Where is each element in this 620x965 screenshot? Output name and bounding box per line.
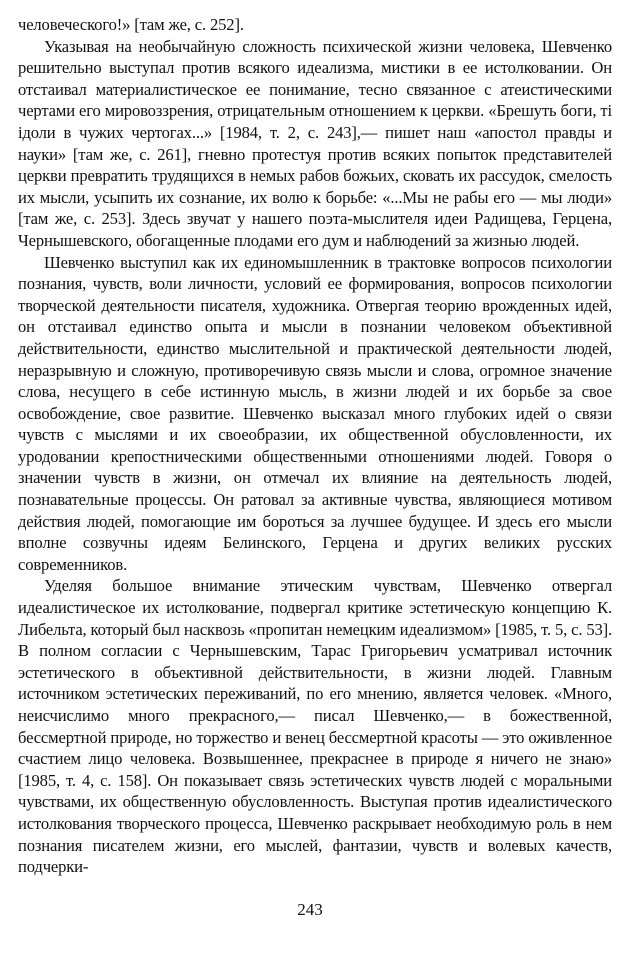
paragraph: Указывая на необычайную сложность психической жизни человека, Шевченко решительно выступал против всякого идеализма, мистики в ее истолковании. Он отстаивал материалистическое ее понимание, тесно связанное с атеистическими чертами его мировоззрения, отрицательным отношением к церкви. «Брешуть боги, ті ідоли в чужих чертогах...» [1984, т. 2, с. 243],— пишет наш «апостол правды и науки» [там же, с. 261], гневно протестуя против всяких попыток представителей церкви превратить трудящихся в немых рабов божьих, сковать их рассудок, смелость их мысли, усыпить их сознание, их волю к борьбе: «...Мы не рабы его — мы люди» [там же, с. 253]. Здесь звучат у нашего поэта-мыслителя идеи Радищева, Герцена, Чернышевского, обогащенные плодами его дум и наблюдений за жизнью людей. — [18, 36, 612, 250]
paragraph: Уделяя большое внимание этическим чувствам, Шевченко отвергал идеалистическое их истолкование, подвергал критике эстетическую концепцию К. Либельта, который был насквозь «пропитан немецким идеализмом» [1985, т. 5, с. 53]. В полном согласии с Чернышевским, Тарас Григорьевич усматривал источник эстетического в объективной действительности, в жизни людей. Главным источником эстетических переживаний, по его мнению, является человек. «Много, неисчислимо много прекрасного,— писал Шевченко,— в божественной, бессмертной природе, но торжество и венец бессмертной красоты — это оживленное счастием лицо человека. Возвышеннее, прекраснее в природе я ничего не знаю» [1985, т. 4, с. 158]. Он показывает связь эстетических чувств людей с моральными чувствами, их общественную обусловленность. Выступая против идеалистического истолкования творческого процесса, Шевченко раскрывает необходимую роль в нем познания писателем жизни, его мыслей, фантазии, чувств и волевых качеств, подчерки- — [18, 576, 612, 877]
page-text — [18, 14, 612, 878]
paragraph-continuation: человеческого!» [там же, с. 252]. — [18, 15, 244, 34]
page-number: 243 — [297, 900, 323, 919]
paragraph: Шевченко выступил как их единомышленник в трактовке вопросов психологии познания, чувств, воли личности, условий ее формирования, вопросов психологии творческой деятельности писателя, художника. Отвергая теорию врожденных идей, он отстаивал единство опыта и мысли в познании человеком объективной действительности, единство мыслительной и практической деятельности людей, неразрывную и сложную, противоречивую связь мысли и слова, огромное значение слова, несущего в себе истинную мысль, в жизни людей и их борьбе за свое освобождение, свое развитие. Шевченко высказал много глубоких идей о связи чувств с мыслями и их своеобразии, их общественной обусловленности, их уродовании крепостническими общественными отношениями людей. Говоря о значении чувств в жизни, он отмечал их влияние на деятельность людей, познавательные процессы. Он ратовал за активные чувства, являющиеся мотивом действия людей, помогающие им бороться за лучшее будущее. И здесь его мысли вполне созвучны идеям Белинского, Герцена и других великих русских современников. — [18, 252, 612, 574]
